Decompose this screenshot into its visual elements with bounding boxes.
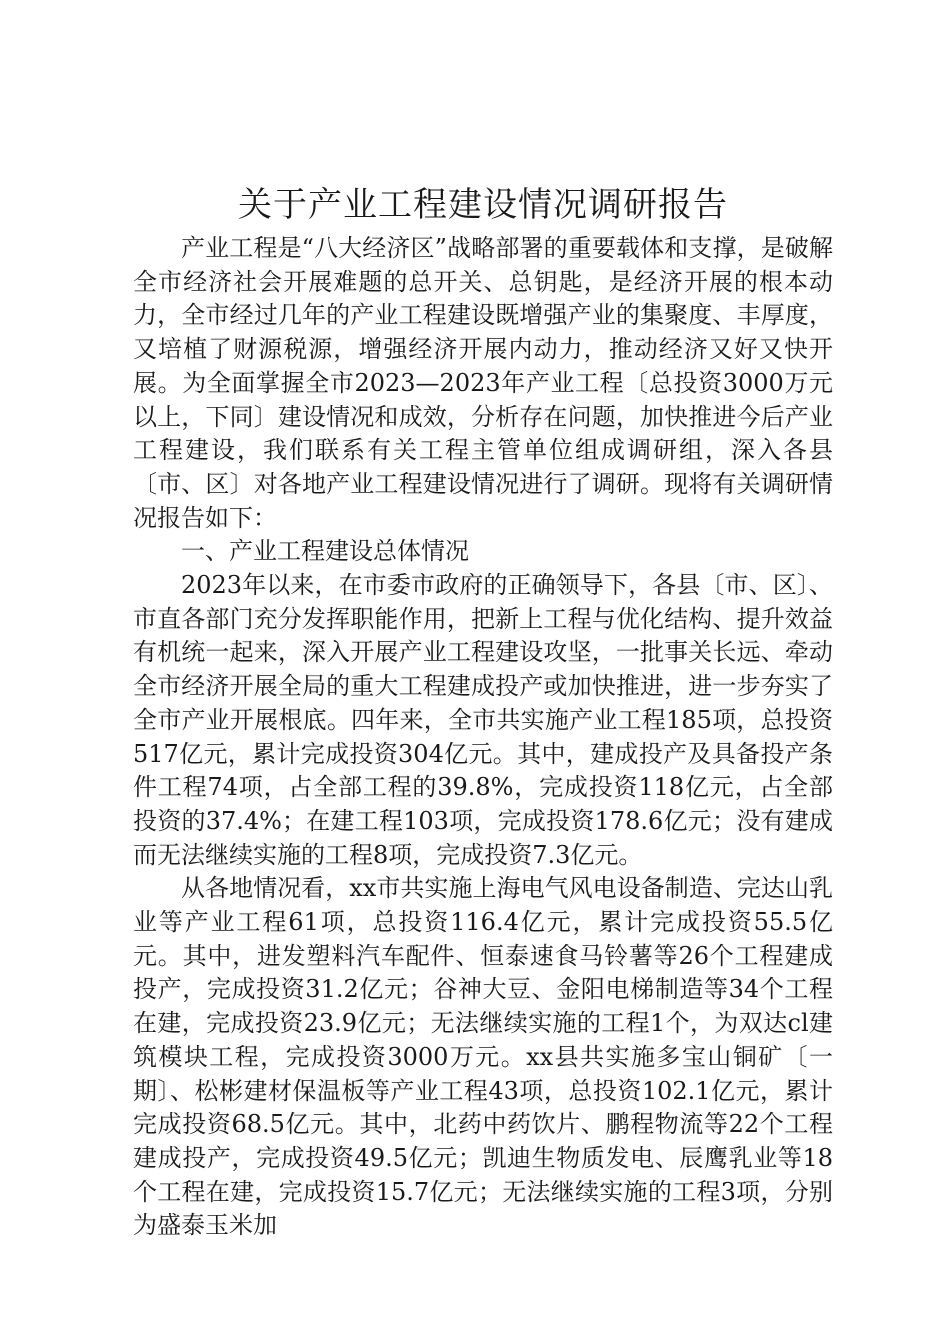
paragraph-intro: 产业工程是“八大经济区”战略部署的重要载体和支撑，是破解全市经济社会开展难题的总开关、总钥匙，是经济开展的根本动力，全市经过几年的产业工程建设既增强产业的集聚度、丰厚度，又培植了财源税源，增强经济开展内动力，推动经济又好又快开展。为全面掌握全市2023—2023年产业工程〔总投资3000万元以上，下同〕建设情况和成效，分析存在问题，加快推进今后产业工程建设，我们联系有关工程主管单位组成调研组，深入各县〔市、区〕对各地产业工程建设情况进行了调研。现将有关调研情况报告如下： [133, 234, 833, 532]
document-page [133, 178, 833, 1243]
paragraph-overview: 2023年以来，在市委市政府的正确领导下，各县〔市、区〕、市直各部门充分发挥职能作用，把新上工程与优化结构、提升效益有机统一起来，深入开展产业工程建设攻坚，一批事关长远、牵动全市经济开展全局的重大工程建成投产或加快推进，进一步夯实了全市产业开展根底。四年来，全市共实施产业工程185项，总投资517亿元，累计完成投资304亿元。其中，建成投产及具备投产条件工程74项，占全部工程的39.8%，完成投资118亿元，占全部投资的37.4%；在建工程103项，完成投资178.6亿元；没有建成而无法继续实施的工程8项，完成投资7.3亿元。 [133, 571, 833, 869]
document-title: 关于产业工程建设情况调研报告 [238, 185, 728, 225]
document-body [133, 232, 833, 1243]
paragraph-regions: 从各地情况看，xx市共实施上海电气风电设备制造、完达山乳业等产业工程61项，总投资116.4亿元，累计完成投资55.5亿元。其中，进发塑料汽车配件、恒泰速食马铃薯等26个工程建成投产，完成投资31.2亿元；谷神大豆、金阳电梯制造等34个工程在建，完成投资23.9亿元；无法继续实施的工程1个，为双达cl建筑模块工程，完成投资3000万元。xx县共实施多宝山铜矿〔一期〕、松彬建材保温板等产业工程43项，总投资102.1亿元，累计完成投资68.5亿元。其中，北药中药饮片、鹏程物流等22个工程建成投产，完成投资49.5亿元；凯迪生物质发电、辰鹰乳业等18个工程在建，完成投资15.7亿元；无法继续实施的工程3项，分别为盛泰玉米加 [133, 874, 833, 1240]
section-heading: 一、产业工程建设总体情况 [181, 537, 469, 566]
